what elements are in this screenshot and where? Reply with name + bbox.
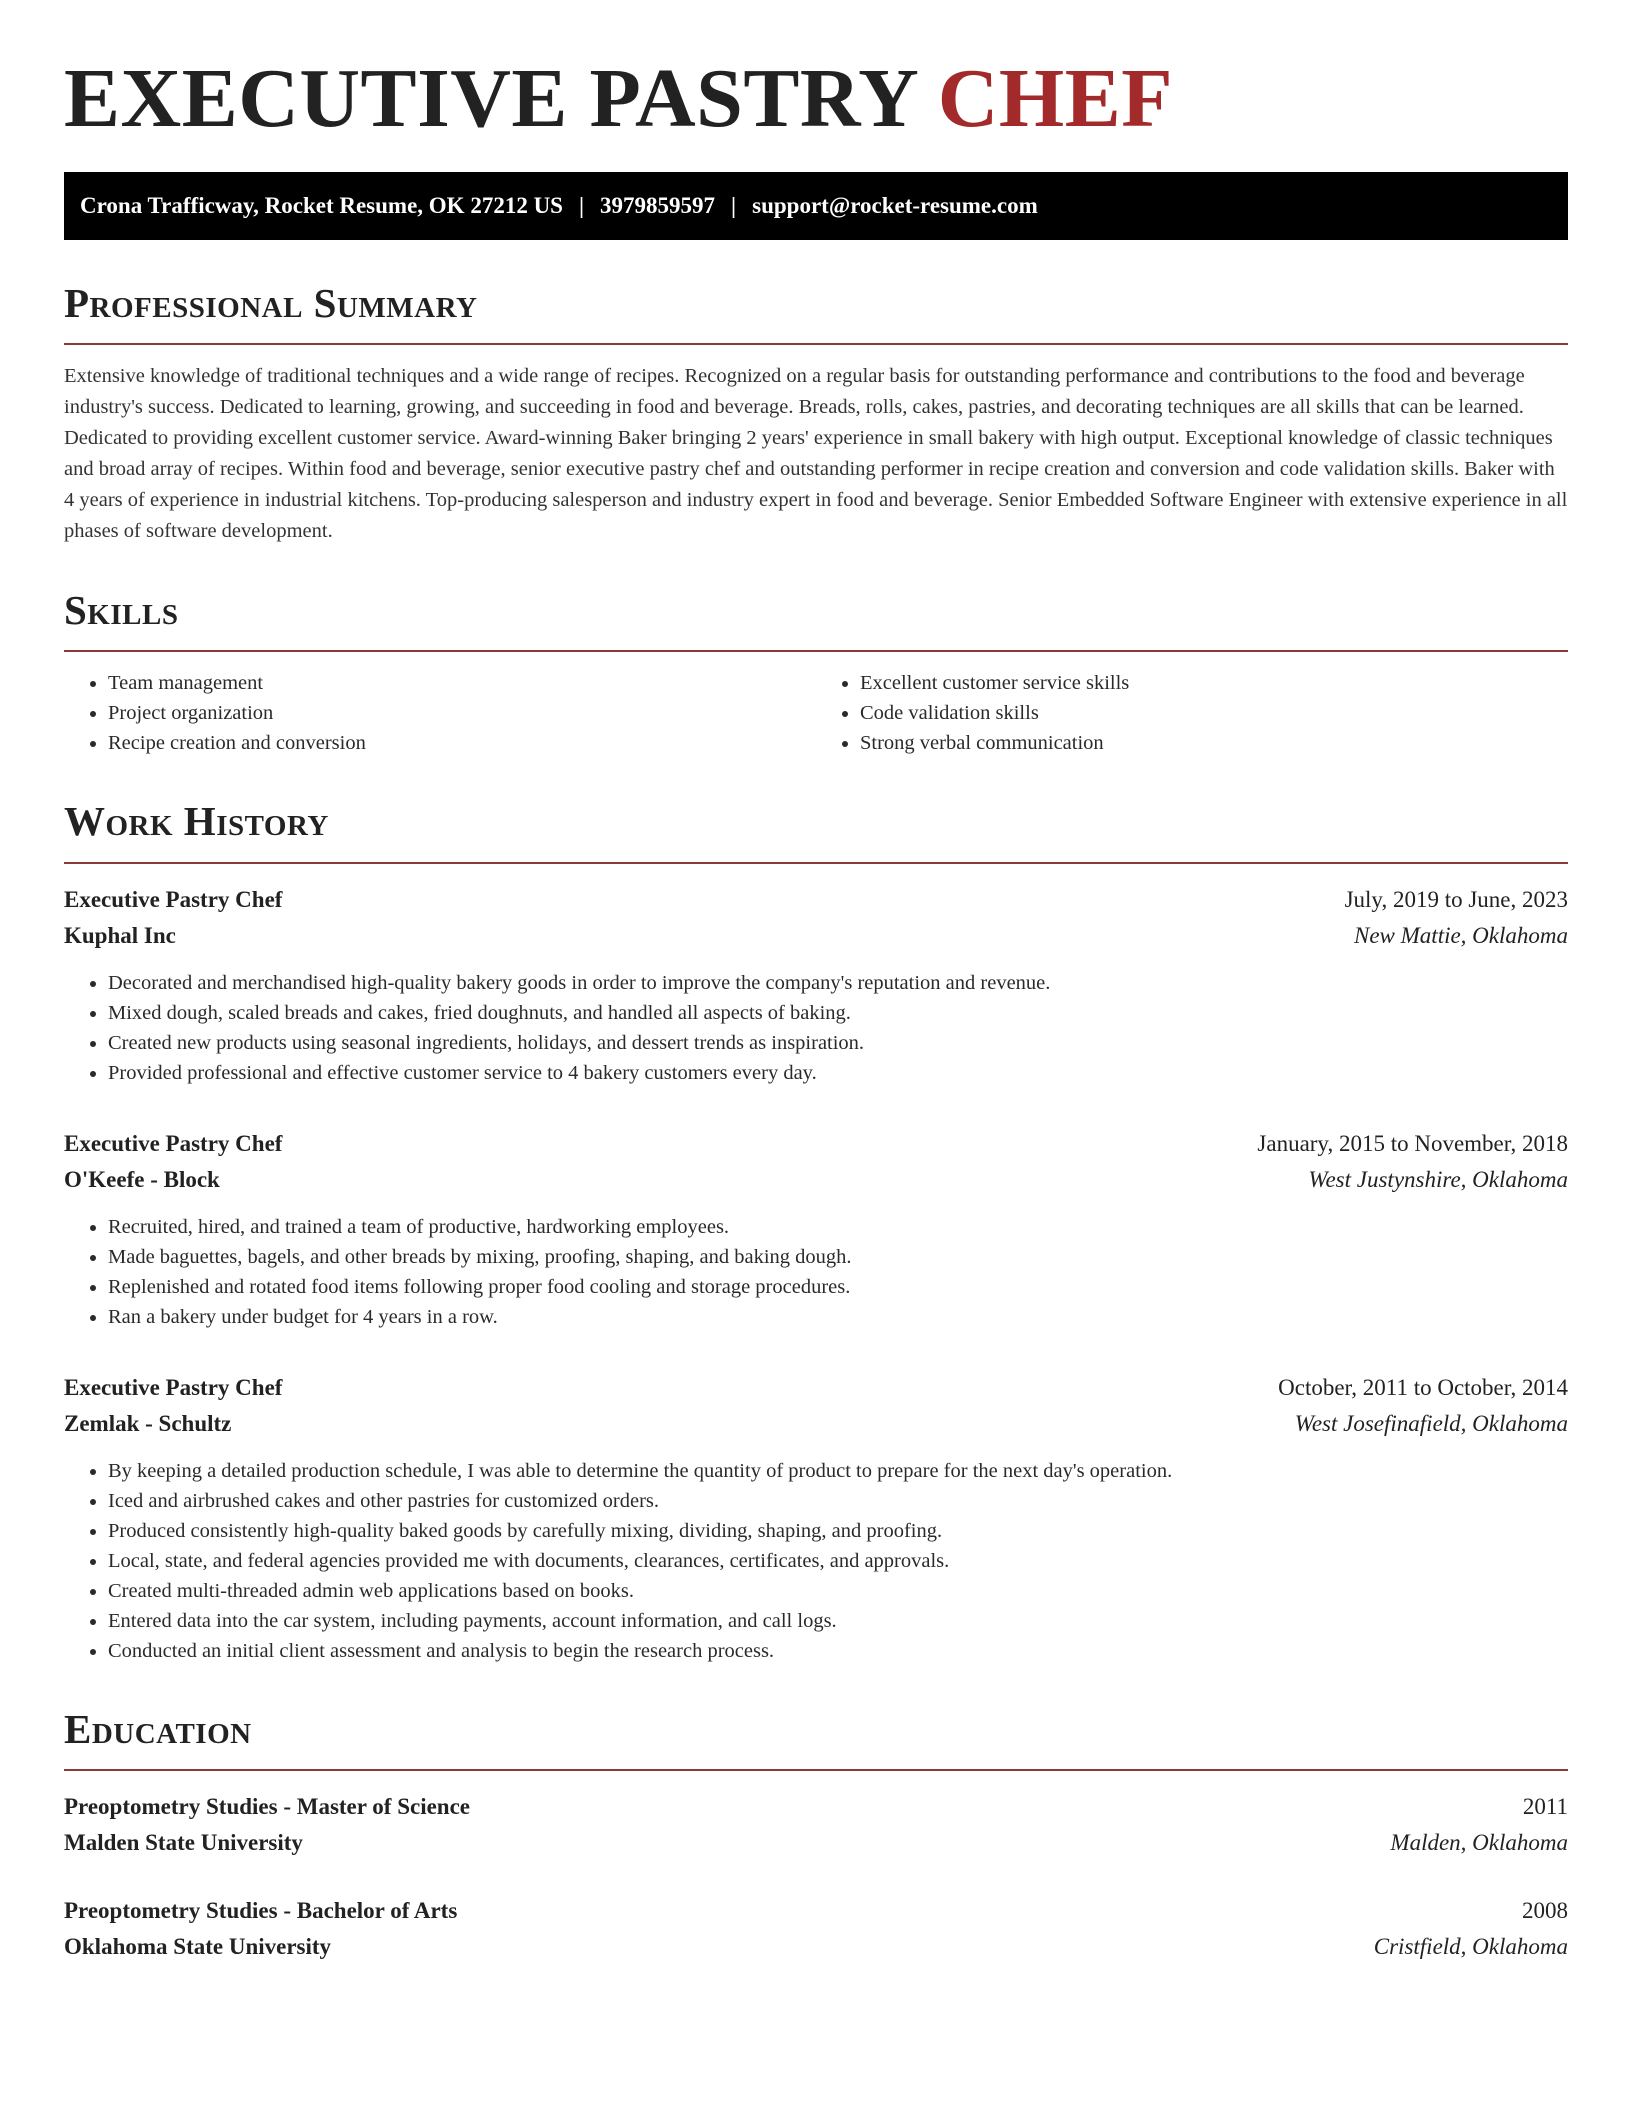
summary-section (64, 280, 1568, 547)
resume-title (64, 52, 1568, 146)
education-degree-row (64, 1893, 1568, 1929)
job-bullets (64, 1456, 1568, 1666)
job-bullets (64, 1212, 1568, 1332)
job-bullet: • Replenished and rotated food items following proper food cooling and storage procedures. (108, 1272, 1568, 1302)
education-school-row (64, 1825, 1568, 1861)
job-bullet: • Entered data into the car system, including payments, account information, and call logs. (108, 1606, 1568, 1636)
job-company-row (64, 918, 1568, 954)
skills-list-right (816, 668, 1568, 758)
contact-address: Crona Trafficway, Rocket Resume, OK 27212 US (80, 193, 563, 219)
job-bullet: • Ran a bakery under budget for 4 years in a row. (108, 1302, 1568, 1332)
job-dates: October, 2011 to October, 2014 (1278, 1374, 1568, 1400)
summary-text: Extensive knowledge of traditional techniques and a wide range of recipes. Recognized on a regular basis for outstanding performance and contributions to the food and beverage industry's success. Dedicated to learning, growing, and succeeding in food and beverage. Breads, rolls, cakes, pastries, and decorating techniques are all skills that can be learned. Dedicated to providing excellent customer service. Award-winning Baker bringing 2 years' experience in small bakery with high output. Exceptional knowledge of classic techniques and broad array of recipes. Within food and beverage, senior executive pastry chef and outstanding performer in recipe creation and conversion and code validation skills. Baker with 4 years of experience in industrial kitchens. Top-producing salesperson and industry expert in food and beverage. Senior Embedded Software Engineer with extensive experience in all phases of software development. (64, 365, 1568, 543)
skill-item: • Strong verbal communication (860, 728, 1568, 758)
job-location: West Justynshire, Oklahoma (1308, 1166, 1568, 1192)
work-history-section (64, 798, 1568, 1665)
title-accent: CHEF (937, 52, 1174, 145)
job-bullet: • Made baguettes, bagels, and other breads by mixing, proofing, shaping, and baking dough. (108, 1242, 1568, 1272)
job-entry (64, 1126, 1568, 1332)
job-bullet: • Decorated and merchandised high-quality bakery goods in order to improve the company's reputation and revenue. (108, 968, 1568, 998)
contact-bar (64, 172, 1568, 240)
skills-heading: Skills (64, 587, 179, 634)
education-school-row (64, 1929, 1568, 1965)
job-entry (64, 1370, 1568, 1666)
skill-item: • Code validation skills (860, 698, 1568, 728)
job-header-row (64, 1126, 1568, 1162)
job-dates: July, 2019 to June, 2023 (1344, 886, 1568, 912)
skill-item: • Project organization (108, 698, 816, 728)
job-title: Executive Pastry Chef (64, 1374, 283, 1400)
education-degree: Preoptometry Studies - Bachelor of Arts (64, 1897, 458, 1923)
contact-separator: | (731, 193, 737, 219)
education-heading: Education (64, 1705, 252, 1752)
job-entry (64, 882, 1568, 1088)
job-header-row (64, 1370, 1568, 1406)
job-bullet: • Iced and airbrushed cakes and other pastries for customized orders. (108, 1486, 1568, 1516)
education-entry (64, 1789, 1568, 1861)
education-entry (64, 1893, 1568, 1965)
section-divider (64, 343, 1568, 345)
skills-section (64, 587, 1568, 758)
section-divider (64, 862, 1568, 864)
job-company-row (64, 1162, 1568, 1198)
job-dates: January, 2015 to November, 2018 (1257, 1130, 1568, 1156)
job-company: O'Keefe - Block (64, 1166, 220, 1192)
education-section (64, 1706, 1568, 1965)
job-bullet: • By keeping a detailed production schedule, I was able to determine the quantity of product to prepare for the next day's operation. (108, 1456, 1568, 1486)
job-bullet: • Local, state, and federal agencies provided me with documents, clearances, certificates, and approvals. (108, 1546, 1568, 1576)
education-year: 2008 (1522, 1897, 1568, 1923)
contact-phone: 3979859597 (600, 193, 716, 219)
contact-separator: | (578, 193, 585, 219)
section-divider (64, 1769, 1568, 1771)
contact-email: support@rocket-resume.com (752, 193, 1038, 219)
job-bullet: • Recruited, hired, and trained a team of productive, hardworking employees. (108, 1212, 1568, 1242)
education-year: 2011 (1522, 1793, 1568, 1819)
skills-list-left (64, 668, 816, 758)
education-school: Oklahoma State University (64, 1933, 332, 1959)
job-header-row (64, 882, 1568, 918)
education-degree-row (64, 1789, 1568, 1825)
job-location: New Mattie, Oklahoma (1354, 922, 1568, 948)
education-location: Malden, Oklahoma (1390, 1829, 1568, 1855)
work-history-heading: Work History (64, 798, 329, 845)
job-bullets (64, 968, 1568, 1088)
job-company: Kuphal Inc (64, 922, 176, 948)
job-bullet: • Provided professional and effective customer service to 4 bakery customers every day. (108, 1058, 1568, 1088)
job-bullet: • Mixed dough, scaled breads and cakes, fried doughnuts, and handled all aspects of baking. (108, 998, 1568, 1028)
title-main: EXECUTIVE PASTRY (64, 52, 917, 145)
skill-item: • Recipe creation and conversion (108, 728, 816, 758)
job-bullet: • Produced consistently high-quality baked goods by carefully mixing, dividing, shaping, and proofing. (108, 1516, 1568, 1546)
section-divider (64, 650, 1568, 652)
education-degree: Preoptometry Studies - Master of Science (64, 1793, 471, 1819)
skills-columns (64, 668, 1568, 758)
job-bullet: • Created new products using seasonal ingredients, holidays, and dessert trends as inspiration. (108, 1028, 1568, 1058)
skill-item: • Team management (108, 668, 816, 698)
job-company: Zemlak - Schultz (64, 1410, 232, 1436)
job-company-row (64, 1406, 1568, 1442)
skill-item: • Excellent customer service skills (860, 668, 1568, 698)
job-bullet: • Created multi-threaded admin web applications based on books. (108, 1576, 1568, 1606)
summary-heading: Professional Summary (64, 280, 478, 327)
job-title: Executive Pastry Chef (64, 1130, 283, 1156)
job-bullet: • Conducted an initial client assessment and analysis to begin the research process. (108, 1636, 1568, 1666)
job-location: West Josefinafield, Oklahoma (1294, 1410, 1568, 1436)
job-title: Executive Pastry Chef (64, 886, 283, 912)
education-school: Malden State University (64, 1829, 303, 1855)
education-location: Cristfield, Oklahoma (1373, 1933, 1568, 1959)
